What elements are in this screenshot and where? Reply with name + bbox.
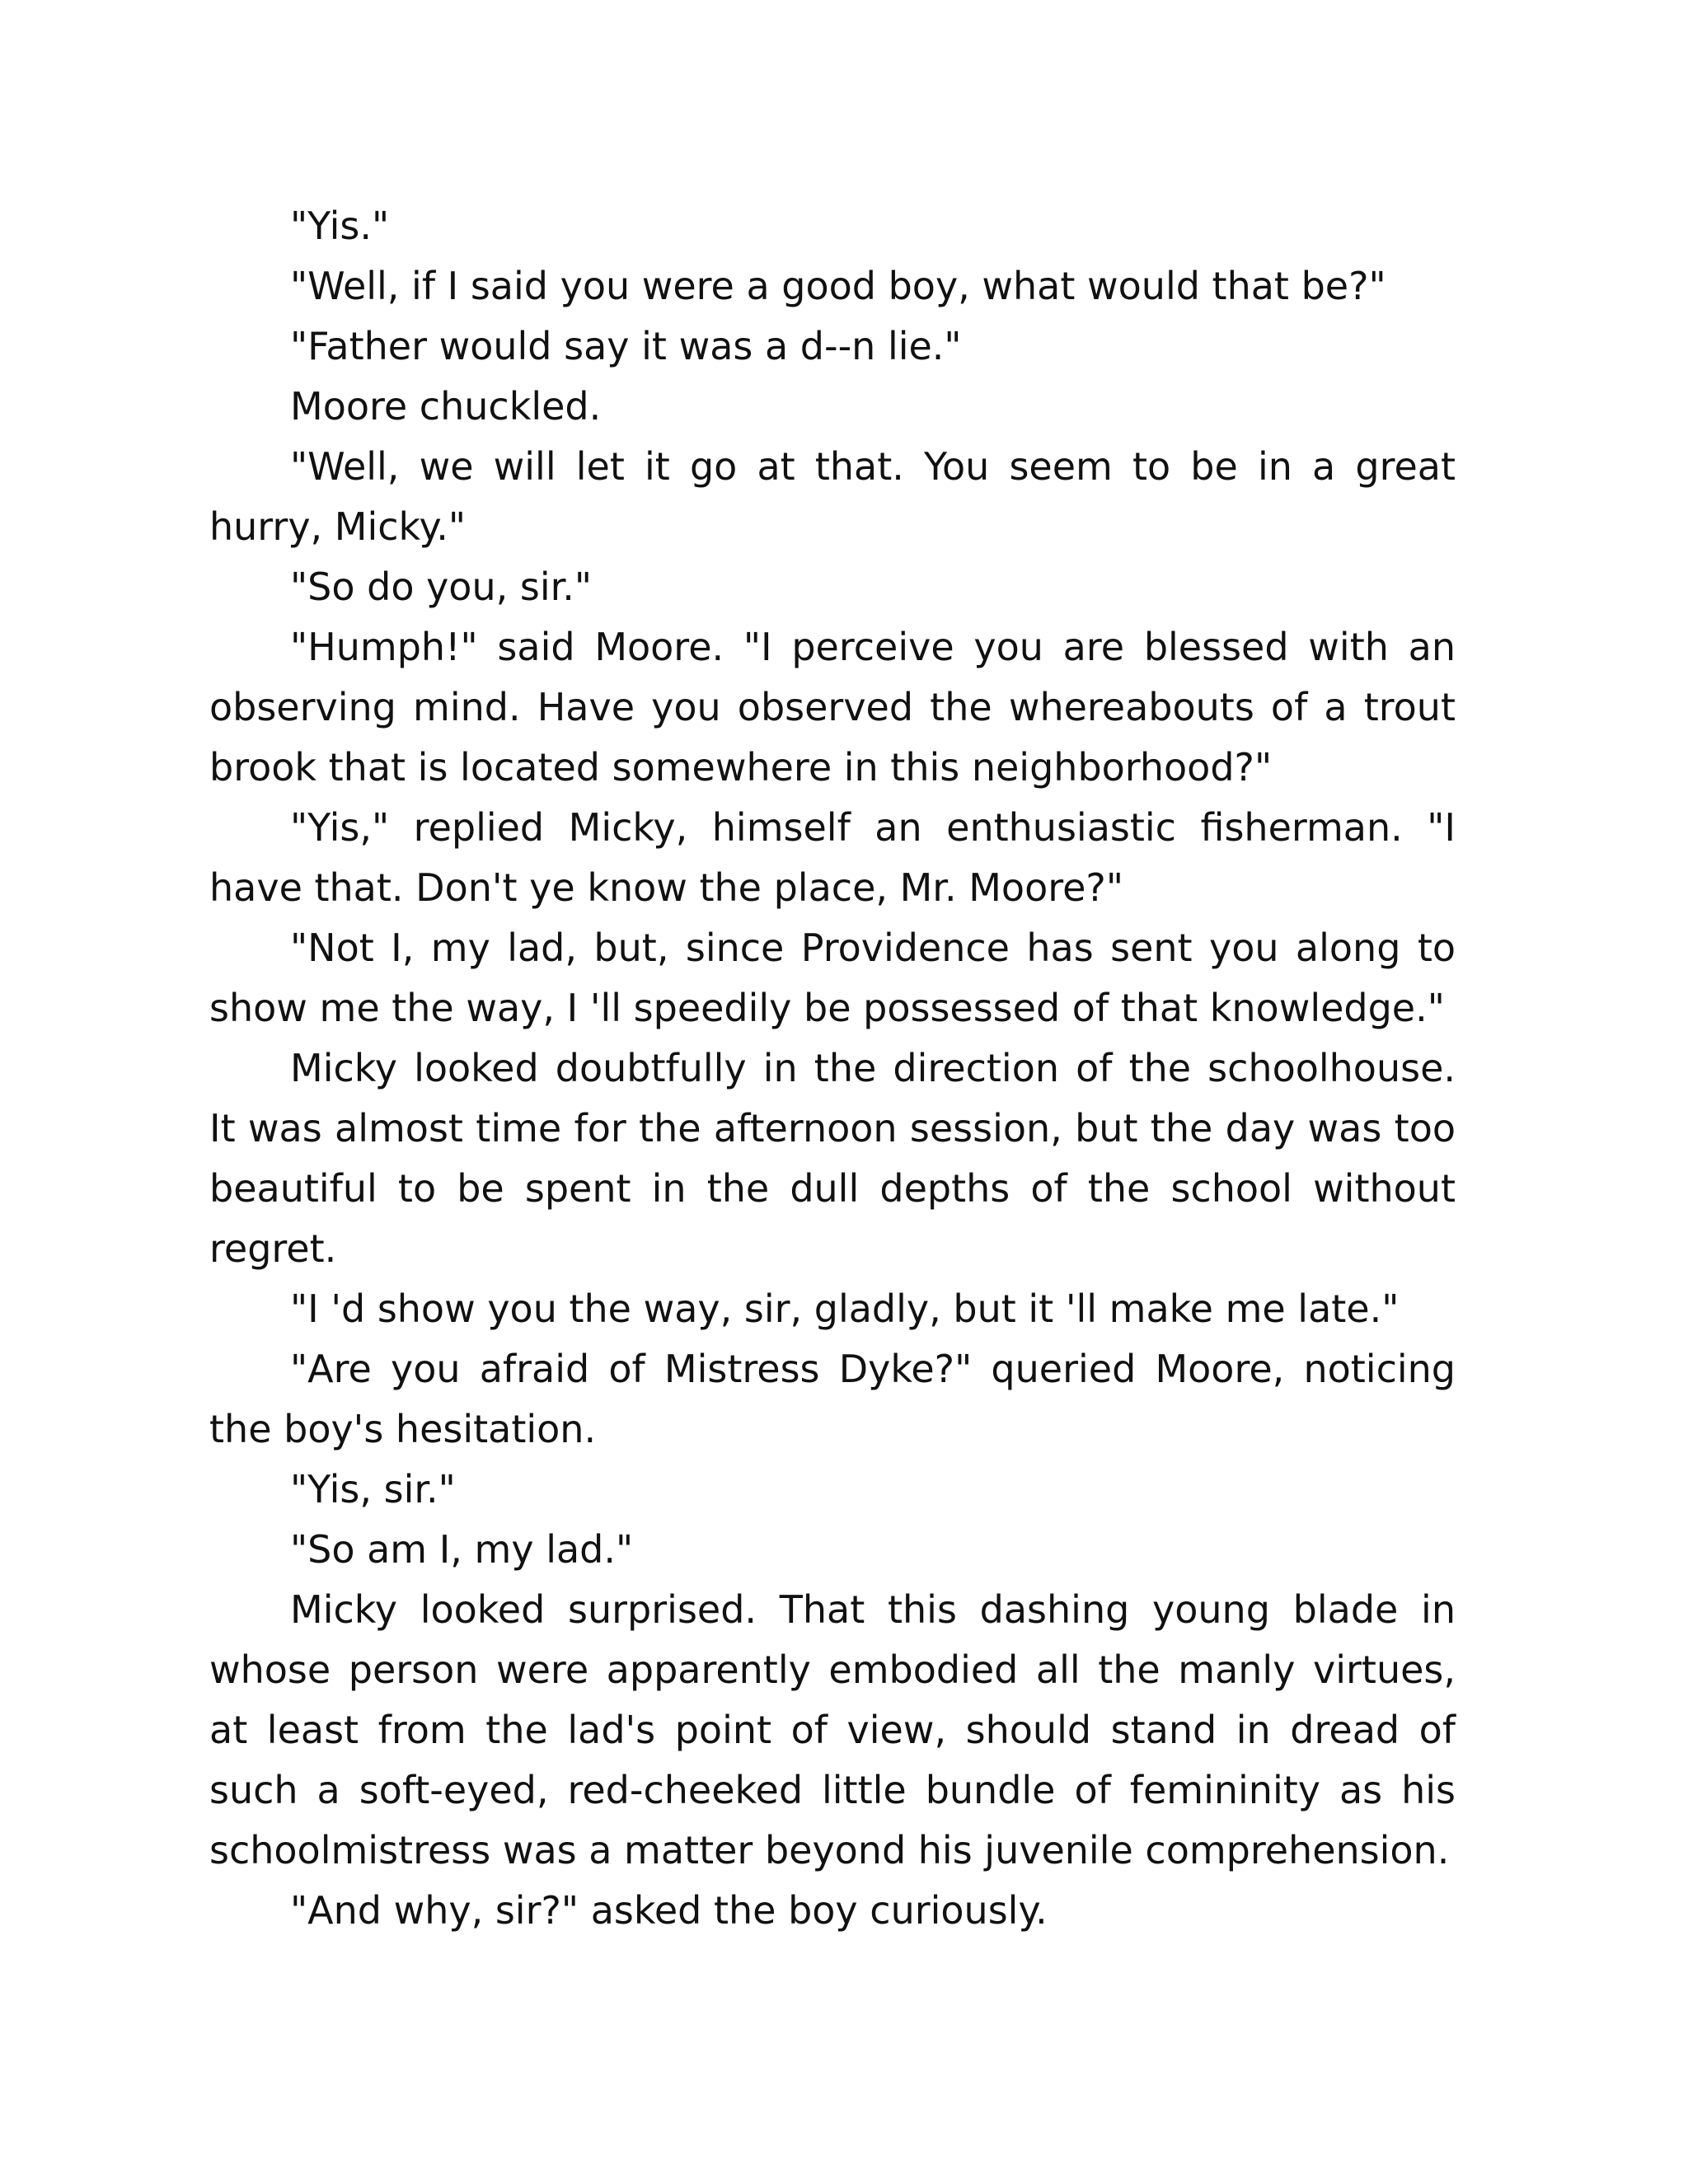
paragraph: Micky looked surprised. That this dashing young blade in whose person were apparently embodied all the manly virtues, at least from the lad's point of view, should stand in dread of such a soft-eyed, red-cheeked little bundle of femininity as his schoolmistress was a matter beyond his juvenile comprehension. — [209, 1587, 1456, 1872]
paragraph: "Father would say it was a d--n lie." — [290, 324, 962, 368]
paragraph: "Well, we will let it go at that. You seem to be in a great hurry, Micky." — [209, 444, 1456, 549]
paragraph: Micky looked doubtfully in the direction of the schoolhouse. It was almost time for the afternoon session, but the day was too beautiful to be spent in the dull depths of the school without regret. — [209, 1046, 1456, 1271]
paragraph: "Humph!" said Moore. "I perceive you are blessed with an observing mind. Have you observed the whereabouts of a trout brook that is located somewhere in this neighborhood?" — [209, 625, 1456, 790]
paragraph: "I 'd show you the way, sir, gladly, but it 'll make me late." — [290, 1286, 1400, 1331]
paragraph: "Yis, sir." — [290, 1467, 456, 1511]
paragraph: "Well, if I said you were a good boy, what would that be?" — [290, 264, 1386, 308]
paragraph: "And why, sir?" asked the boy curiously. — [290, 1888, 1048, 1933]
paragraph: "Not I, my lad, but, since Providence has sent you along to show me the way, I 'll speedily be possessed of that knowledge." — [209, 926, 1456, 1030]
paragraph: "So am I, my lad." — [290, 1527, 634, 1572]
paragraph: "Yis," replied Micky, himself an enthusiastic fisherman. "I have that. Don't ye know the place, Mr. Moore?" — [209, 805, 1456, 910]
body-text — [209, 196, 1456, 1941]
paragraph: Moore chuckled. — [290, 384, 602, 429]
paragraph: "Are you afraid of Mistress Dyke?" queried Moore, noticing the boy's hesitation. — [209, 1347, 1456, 1451]
paragraph: "Yis." — [290, 204, 390, 248]
paragraph: "So do you, sir." — [290, 565, 593, 609]
